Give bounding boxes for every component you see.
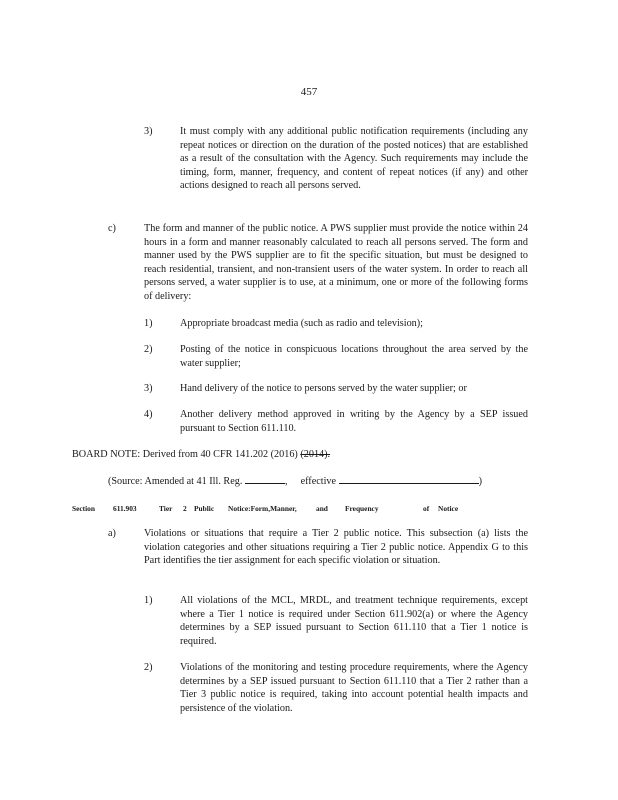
section-heading-label: Section	[72, 504, 95, 513]
list-item: Violations of the monitoring and testing procedure requirements, where the Agency determines by a SEP issued pursuant to Section 611.110 that a Tier 2 rather than a Tier 3 public notice is required, taking into account potential health impacts and persistence of the violation.	[180, 662, 528, 714]
list-item: Hand delivery of the notice to persons served by the water supplier; or	[180, 383, 467, 394]
board-note	[72, 448, 330, 462]
list-item-label: 2)	[144, 344, 153, 355]
section-heading-word: of	[423, 504, 430, 513]
section-number: 611.903	[113, 504, 137, 513]
section-heading-word: Frequency	[345, 504, 379, 513]
list-item-label: 1)	[144, 318, 153, 329]
list-item-label: 1)	[144, 595, 153, 606]
struck-text: (2014).	[300, 449, 331, 460]
source-suffix: )	[478, 476, 482, 487]
list-item: Another delivery method approved in writing by the Agency by a SEP issued pursuant to Section 611.110.	[180, 409, 528, 434]
list-item: All violations of the MCL, MRDL, and treatment technique requirements, except where a Tier 1 notice is required under Section 611.902(a) or where the Agency determines by a SEP issued pursuant to Section 611.110 that a Tier 1 notice is required.	[180, 595, 528, 647]
board-note-text: BOARD NOTE: Derived from 40 CFR 141.202 (2016)	[72, 449, 298, 460]
item-label: 3)	[144, 126, 153, 137]
section-heading-word: and	[316, 504, 328, 513]
section-heading-word: Tier	[159, 504, 173, 513]
section-heading-word: Public	[194, 504, 215, 513]
list-item: Appropriate broadcast media (such as radio and television);	[180, 318, 424, 329]
section-heading-word: 2	[183, 504, 187, 513]
list-item-label: 3)	[144, 383, 153, 394]
page-number: 457	[300, 86, 318, 98]
source-line	[108, 474, 482, 489]
section-heading-word: Notice	[438, 504, 459, 513]
form-and-manner-paragraph: The form and manner of the public notice. A PWS supplier must provide the notice within 24 hours in a form and manner reasonably calculated to reach all persons served. The form and manner used by the PWS supplier are to fit the specific situation, but must be designed to reach residential, transient, and non-transient users of the water system. In order to reach all persons served, a water supplier is to use, at a minimum, one or more of the following forms of delivery:	[144, 223, 528, 302]
source-effective: effective	[300, 476, 337, 487]
subsection-label-c: c)	[108, 223, 116, 234]
list-item-label: 4)	[144, 409, 153, 420]
tier-2-violations-paragraph: Violations or situations that require a Tier 2 public notice. This subsection (a) lists the violation categories and other situations requiring a Tier 2 public notice. Appendix G to this Part identifies the tier assignment for each specific violation or situation.	[144, 528, 528, 567]
notification-requirements-paragraph: It must comply with any additional public notification requirements (including any repeat notices or direction on the duration of the posted notices) that are established as a result of the consultation with the Agency. Such requirements may include the timing, form, manner, frequency, and content of repeat notices (if any) and other actions designed to reach all persons served.	[180, 126, 528, 192]
section-heading-word: Notice:Form,Manner,	[228, 504, 297, 513]
source-comma: ,	[284, 476, 288, 487]
subsection-label-a: a)	[108, 528, 116, 539]
list-item: Posting of the notice in conspicuous locations throughout the area served by the water supplier;	[180, 344, 528, 369]
effective-date-blank	[339, 474, 479, 484]
list-item-label: 2)	[144, 662, 153, 673]
reg-page-blank	[245, 474, 285, 484]
source-prefix: (Source: Amended at 41 Ill. Reg.	[108, 476, 243, 487]
